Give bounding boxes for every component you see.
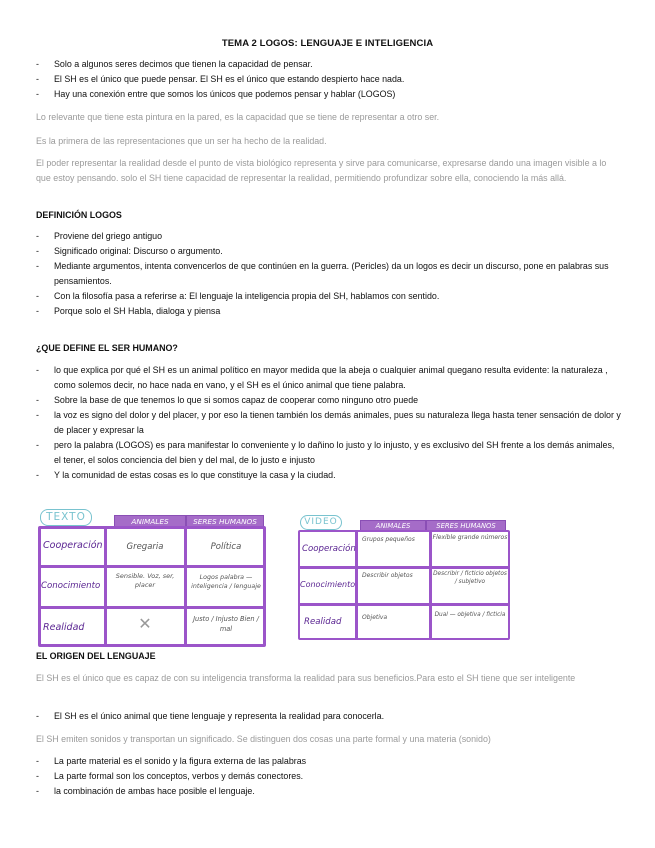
section-heading-que-define: ¿QUE DEFINE EL SER HUMANO?	[36, 343, 178, 353]
column-header: ANIMALES	[360, 520, 426, 531]
list-item: - Solo a algunos seres decimos que tienen la capacidad de pensar.	[36, 57, 622, 72]
list-item: - La parte material es el sonido y la figura externa de las palabras	[36, 754, 622, 769]
list-item: - Con la filosofía pasa a referirse a: El lenguaje la inteligencia propia del SH, hablamos con sentido.	[36, 289, 622, 304]
table-texto	[36, 506, 268, 648]
row-label: Cooperación	[43, 540, 103, 551]
row-label: Cooperación	[302, 544, 356, 554]
grid-line	[38, 606, 266, 609]
gray-paragraph: Lo relevante que tiene esta pintura en la pared, es la capacidad que se tiene de representar a otro ser.	[36, 112, 440, 122]
list-item: - Proviene del griego antiguo	[36, 229, 622, 244]
row-label: Conocimiento	[41, 581, 101, 591]
column-header: SERES HUMANOS	[426, 520, 506, 531]
table-cell: Logos palabra — inteligencia / lenguaje	[191, 574, 261, 590]
grid-line	[298, 603, 510, 606]
list-item: - pero la palabra (LOGOS) es para manifestar lo conveniente y lo dañino lo justo y lo injusto, y es exclusivo del SH frente a los demás animales, el tener, el solos conciencia del bien y del mal, de lo justo e injusto	[36, 438, 622, 468]
section-heading-origen: EL ORIGEN DEL LENGUAJE	[36, 651, 156, 661]
x-mark-icon: ✕	[138, 614, 152, 633]
grid-line	[298, 566, 510, 569]
table-cell: Describir / ficticio objetos / subjetivo	[433, 571, 507, 585]
table-cell: Política	[210, 542, 242, 552]
grid-line	[38, 565, 266, 568]
table-tag: TEXTO	[40, 509, 92, 526]
gray-paragraph: Es la primera de las representaciones que un ser ha hecho de la realidad.	[36, 136, 327, 146]
list-item: - La parte formal son los conceptos, verbos y demás conectores.	[36, 769, 622, 784]
list-item: - Significado original: Discurso o argumento.	[36, 244, 622, 259]
table-cell: Describir objetos	[362, 572, 413, 579]
section-heading-definicion: DEFINICIÓN LOGOS	[36, 210, 122, 220]
table-cell: Objetiva	[362, 614, 388, 621]
intro-list	[36, 57, 622, 102]
table-cell: Flexible grande números	[432, 534, 508, 541]
column-header: ANIMALES	[114, 515, 186, 527]
list-item: - El SH es el único animal que tiene lenguaje y representa la realidad para conocerla.	[36, 709, 622, 724]
column-header: SERES HUMANOS	[186, 515, 264, 527]
list-item: - Y la comunidad de estas cosas es lo que constituye la casa y la ciudad.	[36, 468, 622, 483]
list-item: - lo que explica por qué el SH es un animal político en mayor medida que la abeja o cualquier animal quegano resulta evidente: la naturaleza , como solemos decir, no hace nada en vano, y el SH es el único animal que tiene palabra.	[36, 363, 622, 393]
list-item: - Hay una conexión entre que somos los únicos que podemos pensar y hablar (LOGOS)	[36, 87, 622, 102]
list-item: - la combinación de ambas hace posible el lenguaje.	[36, 784, 622, 799]
que-define-list	[36, 363, 622, 483]
table-tag: VIDEO	[300, 515, 342, 530]
gray-paragraph: El poder representar la realidad desde el punto de vista biológico representa y sirve para comunicarse, expresarse dando una imagen visible a lo que estoy pensando. solo el SH tiene capacidad de representar la realidad, permitiendo profundizar sobre ella, conociendo la más allá.	[36, 158, 607, 183]
list-item: - El SH es el único que puede pensar. El SH es el único que estando despierto hace nada.	[36, 72, 622, 87]
table-video	[296, 512, 512, 642]
list-item: - Porque solo el SH Habla, dialoga y piensa	[36, 304, 622, 319]
page-title: TEMA 2 LOGOS: LENGUAJE E INTELIGENCIA	[221, 38, 434, 49]
table-cell: Dual — objetiva / ficticia	[434, 612, 506, 618]
list-item: - Mediante argumentos, intenta convencerlos de que continúen en la guerra. (Pericles) da un logos es decir un discurso, pone en palabras sus pensamientos.	[36, 259, 622, 289]
gray-paragraph: El SH es el único que es capaz de con su inteligencia transforma la realidad para sus beneficios.Para esto el SH tiene que ser inteligente	[36, 673, 576, 683]
row-label: Realidad	[304, 617, 342, 627]
table-cell: Gregaria	[126, 542, 164, 552]
origen-list-2	[36, 754, 622, 799]
definicion-list	[36, 229, 622, 319]
origen-list-1	[36, 709, 622, 724]
list-item: - Sobre la base de que tenemos lo que si somos capaz de cooperar como ninguno otro puede	[36, 393, 622, 408]
list-item: - la voz es signo del dolor y del placer, y por eso la tienen también los demás animales, pues su naturaleza llega hasta tener sensación de dolor y de placer y expresar la	[36, 408, 622, 438]
gray-paragraph: El SH emiten sonidos y transportan un significado. Se distinguen dos cosas una parte formal y una materia (sonido)	[36, 734, 491, 744]
table-cell: Justo / Injusto Bien / mal	[193, 615, 259, 633]
row-label: Conocimiento	[300, 580, 356, 589]
row-label: Realidad	[43, 622, 85, 633]
table-cell: Sensible. Voz, ser, placer	[115, 572, 175, 589]
table-cell: Grupos pequeños	[362, 536, 415, 543]
